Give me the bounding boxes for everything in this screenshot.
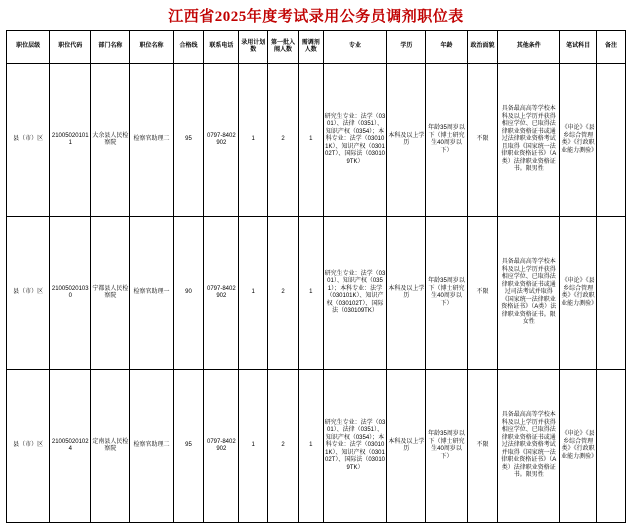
column-header-need: 需调剂人数 [298, 31, 323, 64]
cell-need: 1 [298, 370, 323, 523]
cell-plan: 1 [239, 64, 268, 217]
cell-department: 大余县人民检察院 [91, 64, 130, 217]
cell-exam: 《申论》《县乡综合管理类》《行政职业能力测验》 [560, 64, 597, 217]
cell-level: 县（市）区 [7, 64, 50, 217]
cell-major: 研究生专业：法学（0301）、知识产权（0351）；本科专业：法学（030101K）、知识产权（030102T）、国际法（030109TK） [323, 217, 387, 370]
cell-level: 县（市）区 [7, 217, 50, 370]
cell-position: 检察官助理二 [130, 370, 173, 523]
cell-education: 本科及以上学历 [387, 217, 426, 370]
cell-first-batch: 2 [268, 217, 299, 370]
cell-code: 210050201030 [50, 217, 91, 370]
cell-education: 本科及以上学历 [387, 370, 426, 523]
table-row [7, 217, 626, 370]
column-header-level: 职位层级 [7, 31, 50, 64]
cell-passline: 90 [173, 217, 204, 370]
cell-first-batch: 2 [268, 64, 299, 217]
page-title: 江西省2025年度考试录用公务员调剂职位表 [168, 8, 464, 25]
cell-passline: 95 [173, 370, 204, 523]
document-title-bar [0, 0, 632, 30]
cell-other: 具备最高高等学校本科及以上学历并获得相应学位、已取得法律职业资格证书或通过法律职业资格考试并取得《国家统一法律职业资格证书》（A类）法律职业资格证书。限男性 [498, 370, 560, 523]
cell-education: 本科及以上学历 [387, 64, 426, 217]
column-header-politics: 政治面貌 [467, 31, 498, 64]
cell-position: 检察官助理二 [130, 64, 173, 217]
cell-department: 定南县人民检察院 [91, 370, 130, 523]
cell-other: 具备最高高等学校本科及以上学历并获得相应学位、已取得法律职业资格证书或通过司法考试并取得《国家统一法律职业资格证书》（A类）法律职业资格证书。限女性 [498, 217, 560, 370]
cell-age: 年龄35周岁以下（博士研究生40周岁以下） [426, 217, 467, 370]
cell-major: 研究生专业：法学（0301）、法律（0351）、知识产权（0354）；本科专业：法学（030101K）、知识产权（030102T）、国际法（030109TK） [323, 370, 387, 523]
column-header-remark: 备注 [597, 31, 626, 64]
cell-plan: 1 [239, 370, 268, 523]
column-header-education: 学历 [387, 31, 426, 64]
column-header-code: 职位代码 [50, 31, 91, 64]
column-header-passline: 合格线 [173, 31, 204, 64]
cell-remark [597, 217, 626, 370]
positions-table [6, 30, 626, 523]
cell-remark [597, 64, 626, 217]
cell-major: 研究生专业：法学（0301）、法律（0351）、知识产权（0354）；本科专业：法学（030101K）、知识产权（030102T）、国际法（030109TK） [323, 64, 387, 217]
cell-first-batch: 2 [268, 370, 299, 523]
cell-phone: 0797-8402902 [204, 64, 239, 217]
column-header-position: 职位名称 [130, 31, 173, 64]
column-header-department: 部门名称 [91, 31, 130, 64]
cell-politics: 不限 [467, 64, 498, 217]
cell-politics: 不限 [467, 217, 498, 370]
column-header-major: 专业 [323, 31, 387, 64]
column-header-age: 年龄 [426, 31, 467, 64]
column-header-exam: 笔试科目 [560, 31, 597, 64]
cell-other: 具备最高高等学校本科及以上学历并获得相应学位、已取得法律职业资格证书或通过法律职业资格考试且取得《国家统一法律职业资格证书》（A类）法律职业资格证书。限男性 [498, 64, 560, 217]
cell-code: 210050201011 [50, 64, 91, 217]
cell-age: 年龄35周岁以下（博士研究生40周岁以下） [426, 370, 467, 523]
cell-passline: 95 [173, 64, 204, 217]
cell-code: 210050201024 [50, 370, 91, 523]
cell-politics: 不限 [467, 370, 498, 523]
table-header-row [7, 31, 626, 64]
cell-plan: 1 [239, 217, 268, 370]
cell-exam: 《申论》《县乡综合管理类》《行政职业能力测验》 [560, 217, 597, 370]
cell-need: 1 [298, 217, 323, 370]
cell-phone: 0797-8402902 [204, 217, 239, 370]
column-header-first-batch: 第一批入闱人数 [268, 31, 299, 64]
cell-exam: 《申论》《县乡综合管理类》《行政职业能力测验》 [560, 370, 597, 523]
cell-level: 县（市）区 [7, 370, 50, 523]
cell-age: 年龄35周岁以下（博士研究生40周岁以下） [426, 64, 467, 217]
cell-phone: 0797-8402902 [204, 370, 239, 523]
column-header-phone: 联系电话 [204, 31, 239, 64]
column-header-plan: 录用计划数 [239, 31, 268, 64]
column-header-other: 其他条件 [498, 31, 560, 64]
table-body [7, 64, 626, 523]
table-row [7, 64, 626, 217]
cell-need: 1 [298, 64, 323, 217]
cell-position: 检察官助理一 [130, 217, 173, 370]
cell-department: 宁都县人民检察院 [91, 217, 130, 370]
